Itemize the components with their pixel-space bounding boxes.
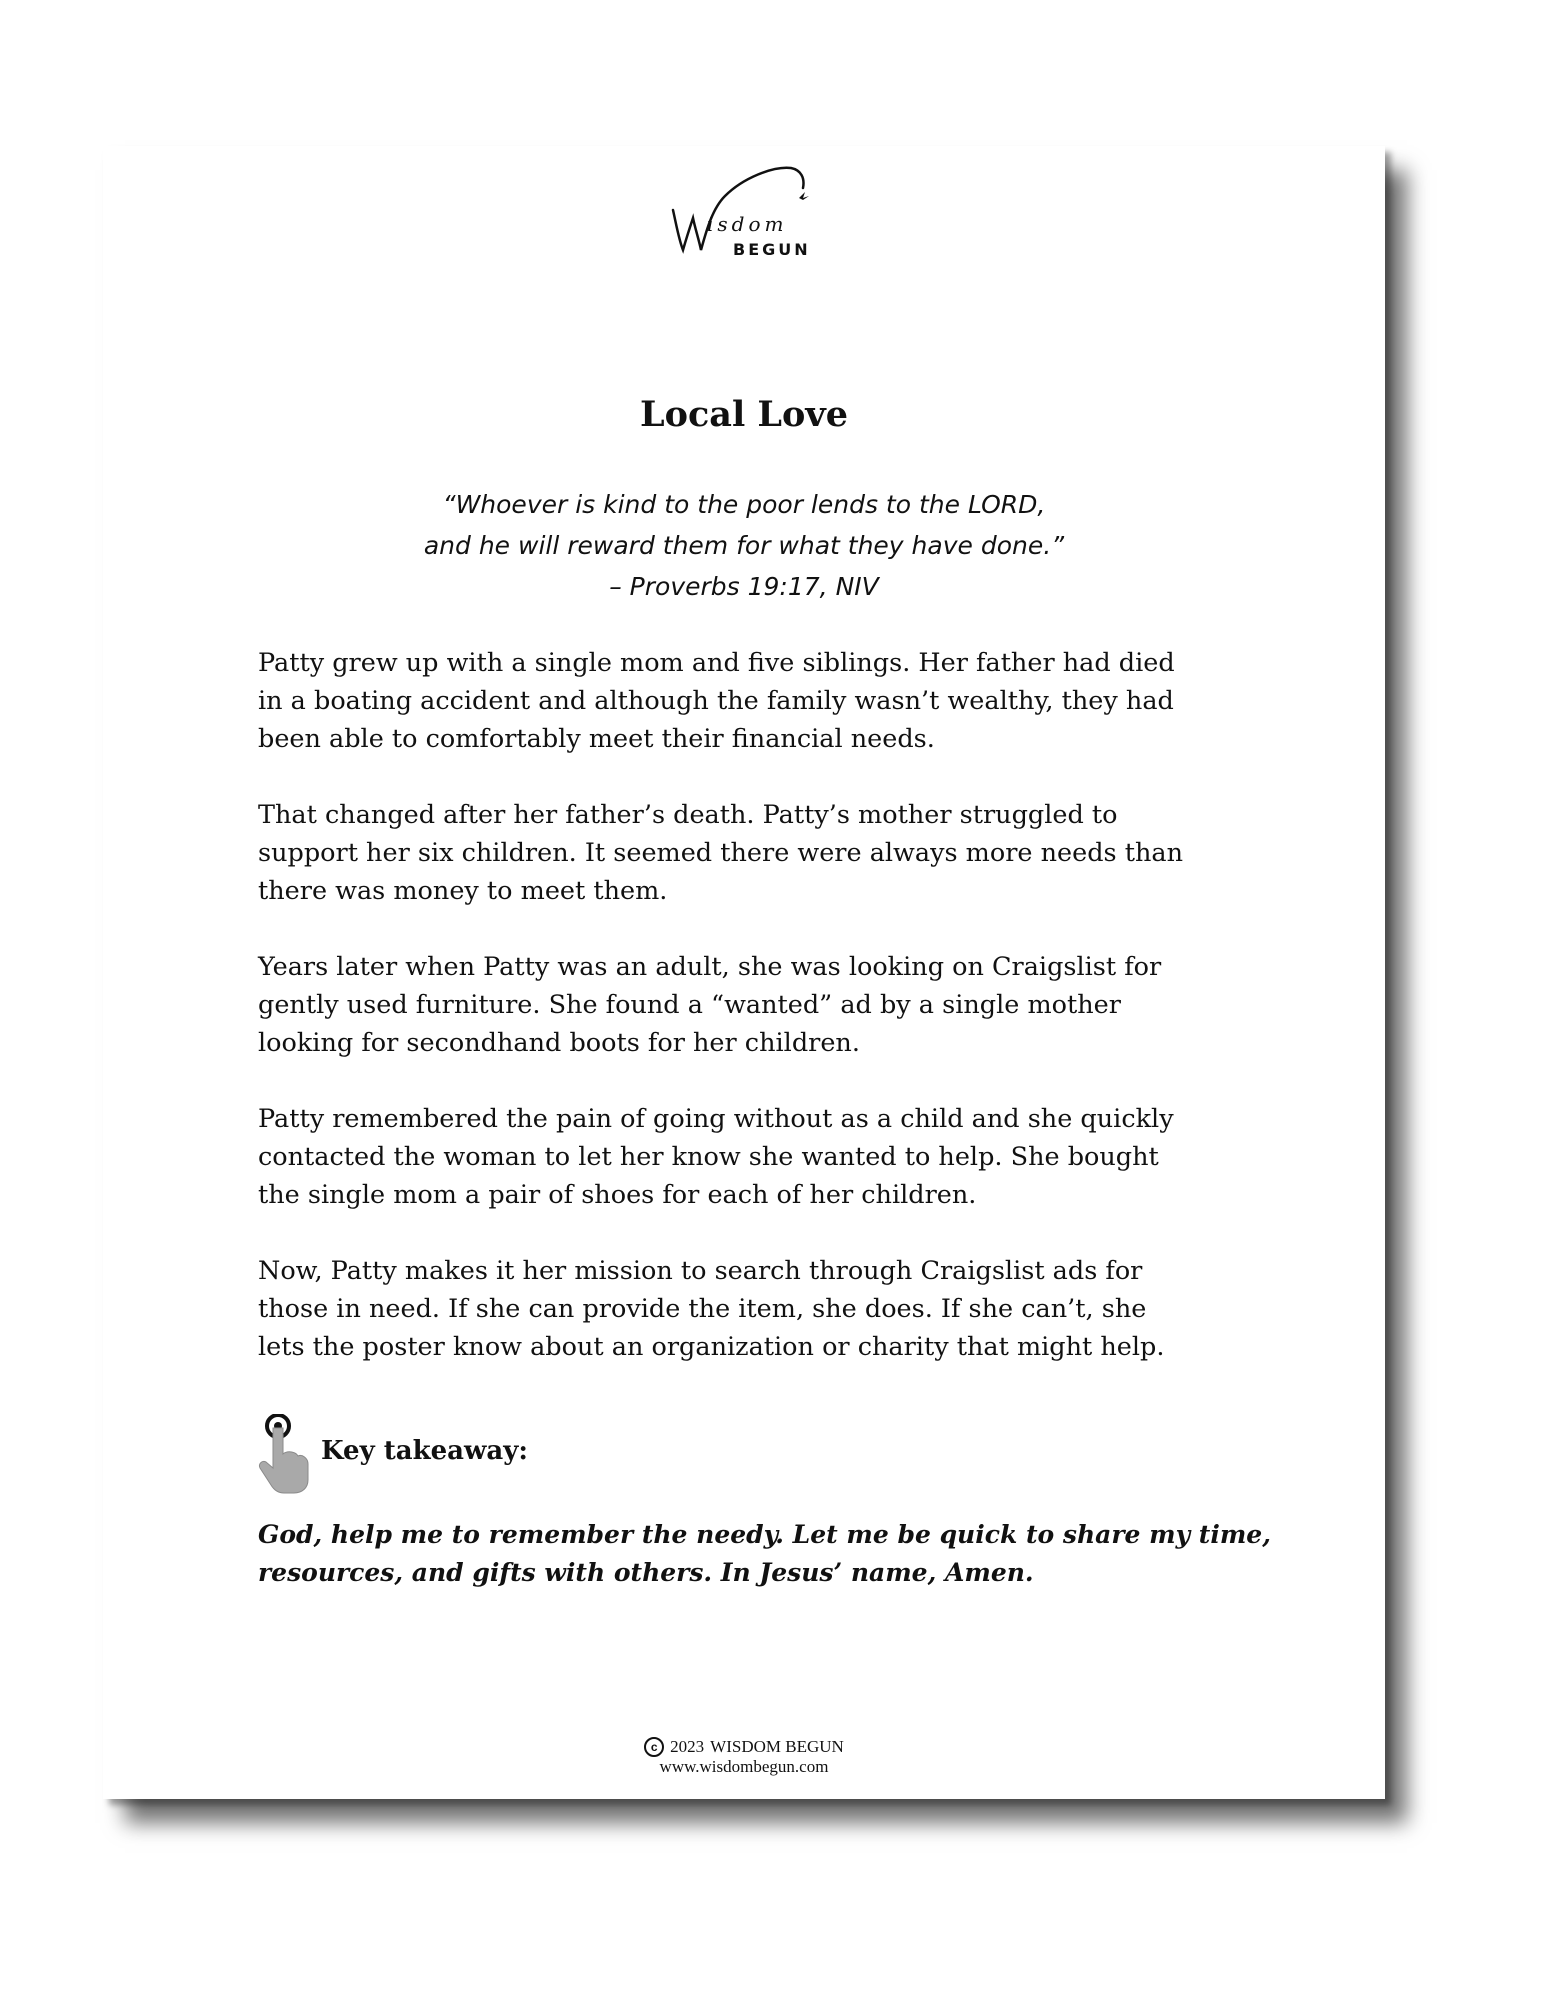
paragraph-line: support her six children. It seemed there were always more needs than <box>258 838 1184 868</box>
verse-reference: – Proverbs 19:17, NIV <box>609 572 879 601</box>
prayer-line: resources, and gifts with others. In Jesus’ name, Amen. <box>258 1558 1034 1587</box>
document-page <box>103 146 1385 1799</box>
paragraph <box>258 1100 1258 1214</box>
copyright-icon: c <box>644 1737 664 1757</box>
paragraph-line: in a boating accident and although the family wasn’t wealthy, they had <box>258 686 1174 716</box>
logo-begun-text: BEGUN <box>733 240 811 259</box>
logo-script-text: isdom <box>707 212 788 236</box>
key-takeaway-label: Key takeaway: <box>321 1436 528 1466</box>
paragraph-line: Patty grew up with a single mom and five siblings. Her father had died <box>258 648 1175 678</box>
copyright-year: 2023 <box>670 1737 705 1756</box>
prayer-line: God, help me to remember the needy. Let me be quick to share my time, <box>258 1520 1271 1549</box>
page-title: Local Love <box>640 394 848 435</box>
verse-line: and he will reward them for what they have done.” <box>423 531 1065 560</box>
copyright-line <box>644 1737 844 1757</box>
paragraph-line: That changed after her father’s death. Patty’s mother struggled to <box>258 800 1118 830</box>
paragraph-line: Now, Patty makes it her mission to search through Craigslist ads for <box>258 1256 1143 1286</box>
key-takeaway-heading <box>256 1414 756 1494</box>
story-body <box>258 644 1258 1404</box>
verse-line: “Whoever is kind to the poor lends to the LORD, <box>442 490 1046 519</box>
paragraph-line: Patty remembered the pain of going without as a child and she quickly <box>258 1104 1174 1134</box>
paragraph <box>258 1252 1258 1366</box>
prayer-text <box>258 1516 1271 1592</box>
paragraph <box>258 644 1258 758</box>
scripture-quote <box>103 484 1385 607</box>
paragraph-line: those in need. If she can provide the item, she does. If she can’t, she <box>258 1294 1147 1324</box>
paragraph-line: been able to comfortably meet their financial needs. <box>258 724 935 754</box>
paragraph-line: looking for secondhand boots for her children. <box>258 1028 860 1058</box>
paragraph-line: there was money to meet them. <box>258 876 668 906</box>
website-url: www.wisdombegun.com <box>659 1757 829 1776</box>
copyright-brand: WISDOM BEGUN <box>710 1737 844 1756</box>
paragraph-line: contacted the woman to let her know she wanted to help. She bought <box>258 1142 1159 1172</box>
paragraph <box>258 796 1258 910</box>
paragraph-line: Years later when Patty was an adult, she was looking on Craigslist for <box>258 952 1162 982</box>
page-footer <box>103 1736 1385 1777</box>
wisdom-begun-logo <box>663 158 823 268</box>
paragraph-line: the single mom a pair of shoes for each of her children. <box>258 1180 977 1210</box>
pointing-hand-icon <box>256 1414 314 1494</box>
paragraph-line: lets the poster know about an organization or charity that might help. <box>258 1332 1165 1362</box>
paragraph <box>258 948 1258 1062</box>
paragraph-line: gently used furniture. She found a “wanted” ad by a single mother <box>258 990 1121 1020</box>
